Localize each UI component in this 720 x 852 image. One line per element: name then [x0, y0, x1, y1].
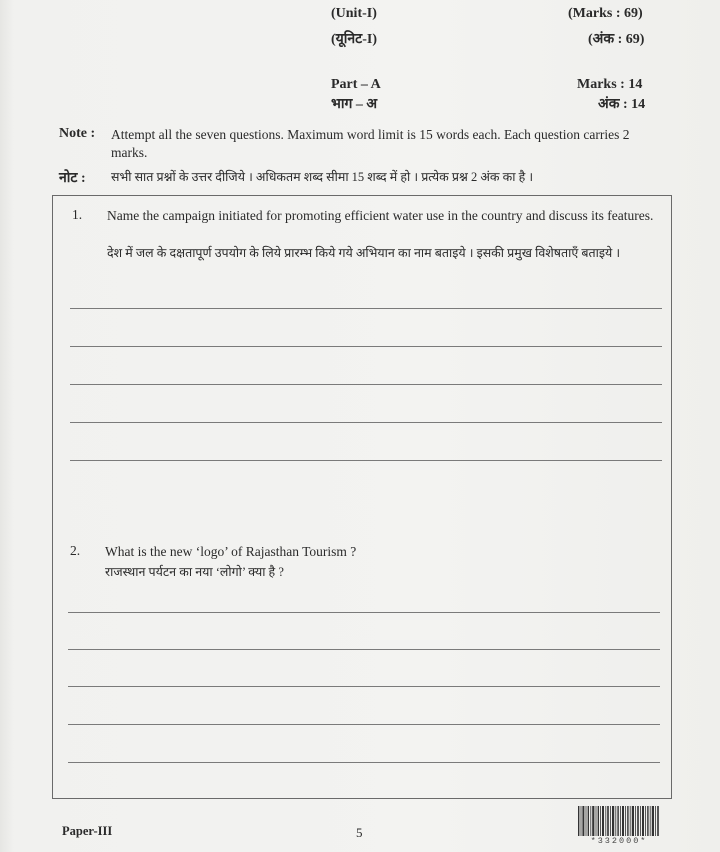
answer-line[interactable]: [68, 686, 660, 687]
part-marks-hi: अंक : 14: [598, 97, 646, 112]
answer-line[interactable]: [68, 762, 660, 763]
part-title-hi: भाग – अ: [331, 97, 378, 112]
barcode-number: *332000*: [590, 836, 648, 846]
unit-marks-hi: (अंक : 69): [588, 32, 645, 47]
question-2-text-hi: राजस्थान पर्यटन का नया ‘लोगो’ क्या है ?: [105, 565, 284, 579]
unit-title-hi: (यूनिट-I): [331, 32, 378, 47]
barcode-image: [578, 806, 660, 836]
question-1-text-en: Name the campaign initiated for promoting efficient water use in the country and discuss its features.: [107, 208, 654, 223]
note-text-hi: सभी सात प्रश्नों के उत्तर दीजिये । अधिकतम शब्द सीमा 15 शब्द में हो । प्रत्येक प्रश्न 2 अंक का है ।: [111, 170, 534, 184]
question-2-number: 2.: [70, 543, 81, 558]
paper-label: Paper-III: [62, 824, 113, 838]
answer-line[interactable]: [68, 612, 660, 613]
question-1-text-hi: देश में जल के दक्षतापूर्ण उपयोग के लिये प्रारम्भ किये गये अभियान का नाम बताइये । इसकी प्रमुख विशेषताएँ बताइये ।: [107, 246, 621, 260]
answer-line[interactable]: [70, 384, 662, 385]
note-label-hi: नोट :: [59, 171, 86, 186]
question-1-number: 1.: [72, 207, 83, 222]
question-2-text-en: What is the new ‘logo’ of Rajasthan Tourism ?: [105, 544, 357, 559]
answer-line[interactable]: [70, 346, 662, 347]
part-marks-en: Marks : 14: [577, 77, 643, 92]
answer-line[interactable]: [70, 422, 662, 423]
note-label-en: Note :: [59, 126, 96, 141]
unit-title-en: (Unit-I): [331, 6, 377, 21]
answer-line[interactable]: [68, 649, 660, 650]
unit-marks-en: (Marks : 69): [568, 6, 643, 21]
answer-line[interactable]: [68, 724, 660, 725]
answer-line[interactable]: [70, 308, 662, 309]
page-number: 5: [356, 825, 363, 840]
answer-line[interactable]: [70, 460, 662, 461]
part-title-en: Part – A: [331, 77, 381, 92]
questions-box: [52, 195, 672, 799]
note-text-en: Attempt all the seven questions. Maximum word limit is 15 words each. Each question carries 2 marks.: [111, 127, 630, 160]
